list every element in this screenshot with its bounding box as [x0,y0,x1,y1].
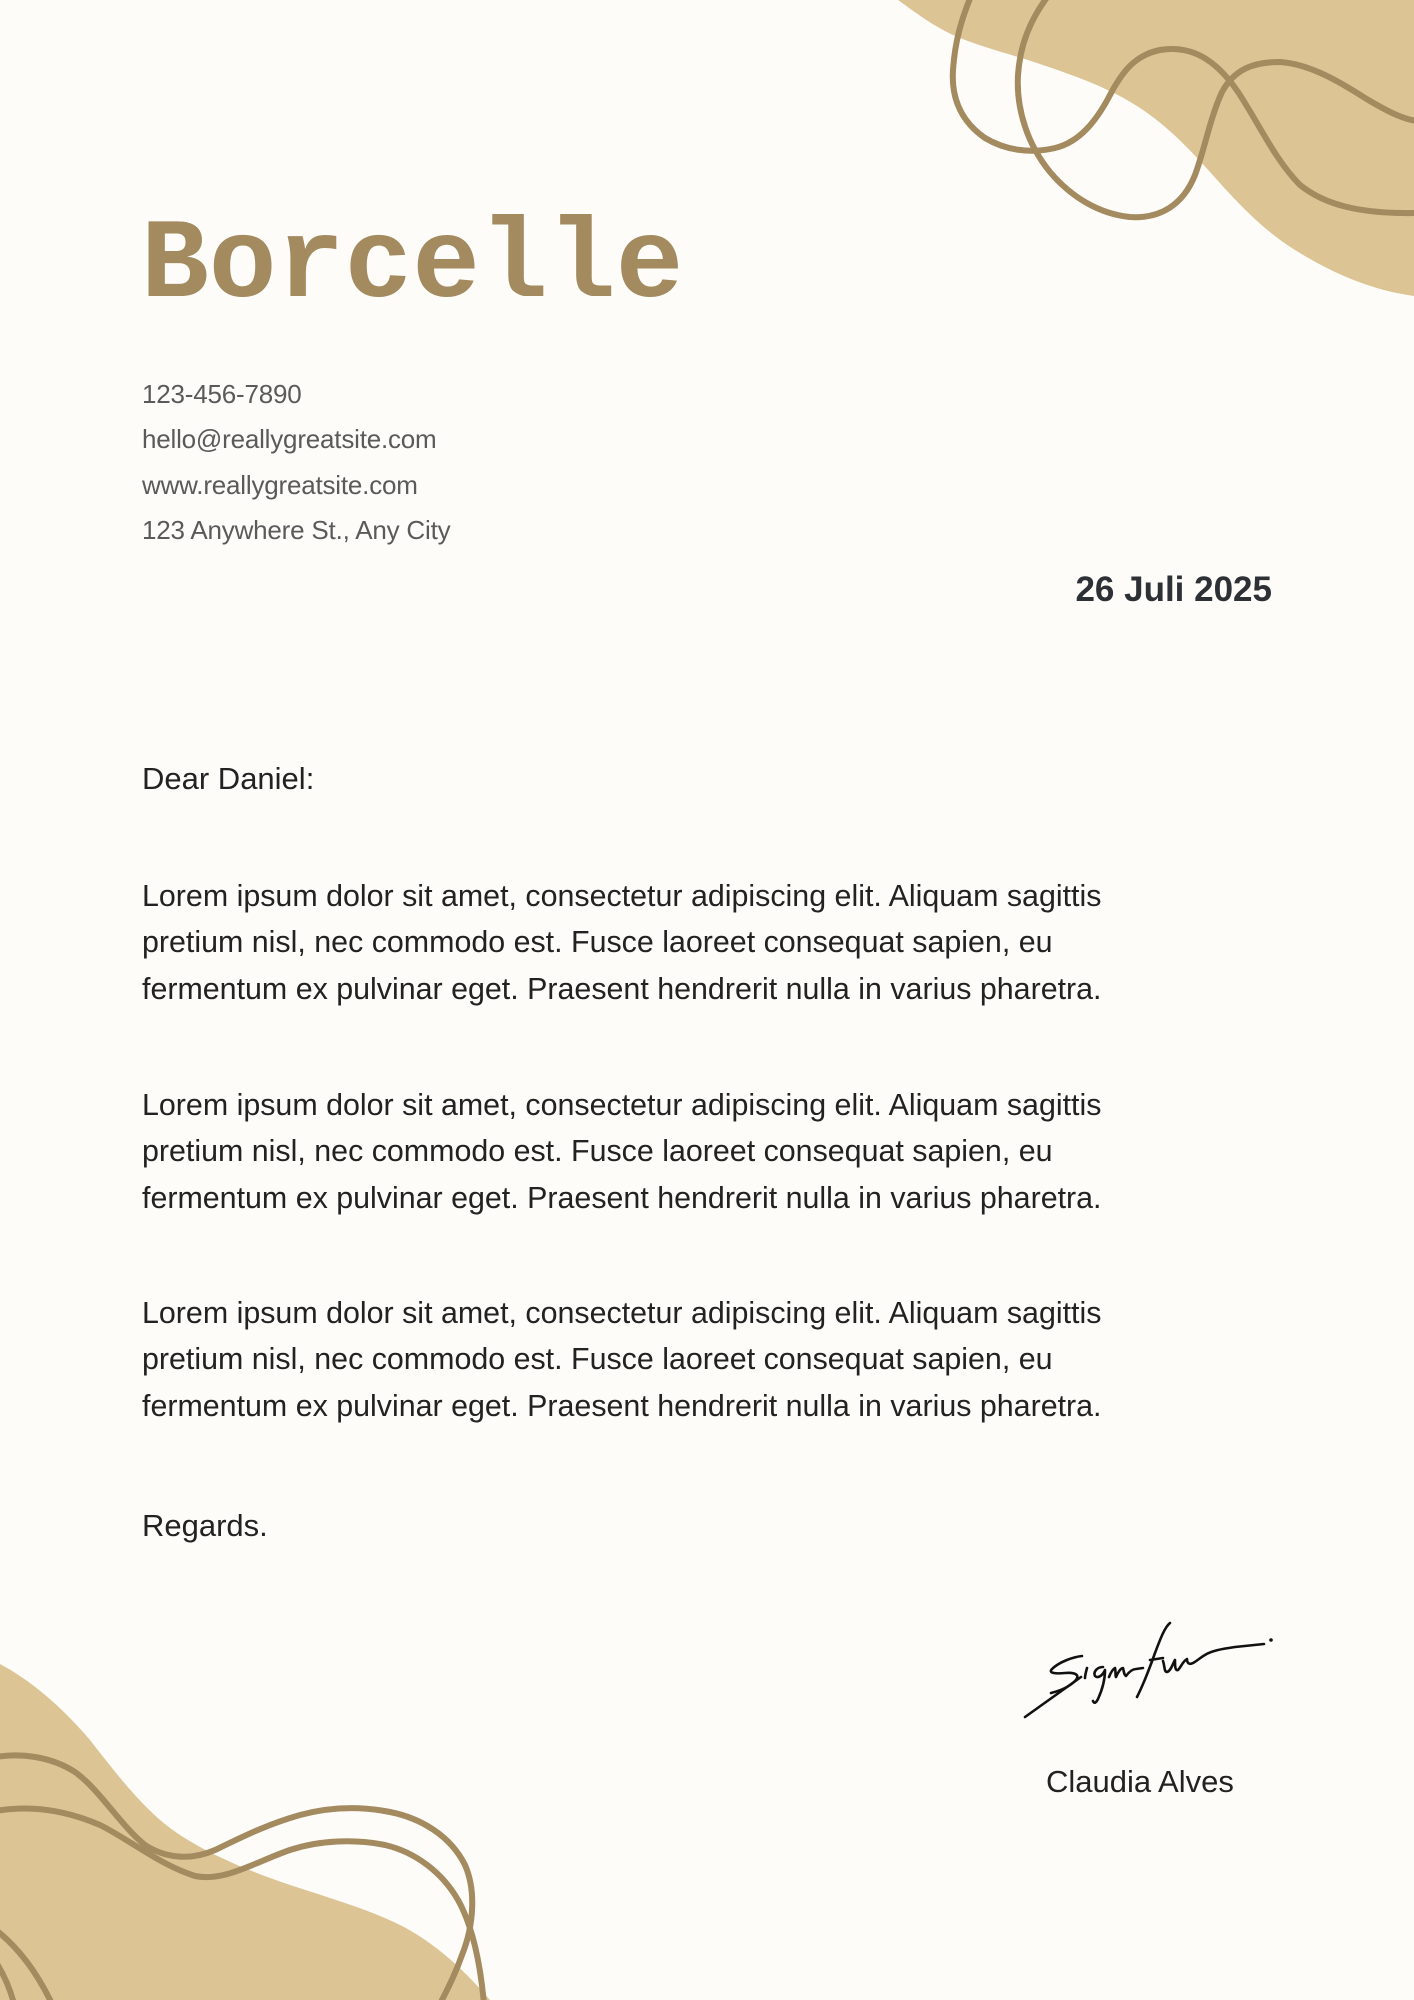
contact-website: www.reallygreatsite.com [142,469,418,500]
bottom-left-line-f [0,1962,14,2000]
contact-email: hello@reallygreatsite.com [142,424,437,455]
bottom-left-line-e [0,1930,52,2000]
paragraph-line: fermentum ex pulvinar eget. Praesent hendrerit nulla in varius pharetra. [142,1388,1102,1423]
paragraph-line: fermentum ex pulvinar eget. Praesent hendrerit nulla in varius pharetra. [142,971,1102,1006]
bottom-left-blob [0,1664,490,2000]
contact-info [142,372,450,553]
paragraph-line: pretium nisl, nec commodo est. Fusce laoreet consequat sapien, eu [142,1342,1053,1377]
top-right-line-a [953,0,1414,213]
top-right-line-b [1018,0,1414,217]
greeting: Dear Daniel: [142,761,315,796]
signer-name: Claudia Alves [1046,1764,1234,1799]
closing: Regards. [142,1508,268,1543]
body-paragraph [142,1290,1102,1429]
paragraph-line: pretium nisl, nec commodo est. Fusce laoreet consequat sapien, eu [142,1134,1053,1169]
bottom-left-line-c [0,1755,472,2000]
body-paragraph [142,873,1102,1012]
brand-name: Borcelle [141,202,684,330]
paragraph-line: pretium nisl, nec commodo est. Fusce laoreet consequat sapien, eu [142,925,1053,960]
contact-address: 123 Anywhere St., Any City [142,514,451,545]
top-right-blob [898,0,1414,296]
paragraph-line: Lorem ipsum dolor sit amet, consectetur adipiscing elit. Aliquam sagittis [142,1296,1102,1330]
paragraph-line: Lorem ipsum dolor sit amet, consectetur adipiscing elit. Aliquam sagittis [142,1088,1102,1122]
paragraph-line: fermentum ex pulvinar eget. Praesent hendrerit nulla in varius pharetra. [142,1180,1102,1215]
paragraph-line: Lorem ipsum dolor sit amet, consectetur adipiscing elit. Aliquam sagittis [142,879,1102,913]
body-paragraph [142,1082,1102,1221]
bottom-left-line-d [0,1809,484,2000]
signature-image [1015,1615,1280,1725]
contact-phone: 123-456-7890 [142,379,302,409]
letter-date: 26 Juli 2025 [1075,570,1272,609]
